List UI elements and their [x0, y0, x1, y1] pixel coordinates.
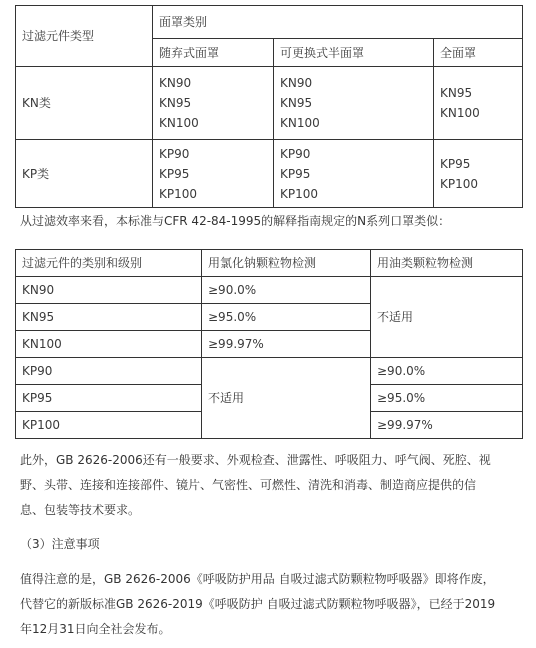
table-row [16, 277, 523, 304]
paragraph-line: 值得注意的是，GB 2626-2006《呼吸防护用品 自吸过滤式防颗粒物呼吸器》即将作废， [20, 572, 495, 586]
header-filter-class: 过滤元件的类别和级别 [16, 250, 202, 277]
class-cell: KP90 [16, 358, 202, 385]
header-disposable-mask: 随弃式面罩 [153, 39, 274, 67]
paragraph-line: 野、头带、连接和连接部件、镜片、气密性、可燃性、清洗和消毒、制造商应提供的信 [20, 478, 477, 492]
paragraph-line: 年12月31日向全社会发布。 [20, 622, 171, 636]
class-cell: KN90 [16, 277, 202, 304]
cell-kn-half-mask [274, 67, 434, 140]
nacl-value: ≥99.97% [202, 331, 371, 358]
cell-line: KP100 [280, 186, 319, 201]
cell-kn-full-mask [434, 67, 523, 140]
table-row [16, 67, 523, 140]
cell-line: KN100 [440, 106, 480, 120]
cell-line: KP95 [280, 166, 311, 181]
header-nacl-test: 用氯化钠颗粒物检测 [202, 250, 371, 277]
class-cell: KP95 [16, 385, 202, 412]
row-label-kp: KP类 [16, 140, 153, 208]
oil-value: ≥99.97% [371, 412, 523, 439]
table-row [16, 358, 523, 385]
notice-paragraph [20, 567, 495, 642]
header-filter-type: 过滤元件类型 [16, 6, 153, 67]
class-cell: KN100 [16, 331, 202, 358]
cell-kp-half-mask [274, 140, 434, 208]
cell-line: KP90 [159, 146, 190, 161]
nacl-value: ≥90.0% [202, 277, 371, 304]
cell-line: KP90 [280, 146, 311, 161]
header-mask-category: 面罩类别 [153, 6, 523, 39]
cell-line: KN95 [280, 96, 313, 110]
paragraph-line: 息、包装等技术要求。 [20, 503, 141, 517]
class-cell: KP100 [16, 412, 202, 439]
cell-line: KP100 [440, 176, 479, 191]
table-row [16, 140, 523, 208]
cell-kn-disposable [153, 67, 274, 140]
paragraph-line: 代替它的新版标准GB 2626-2019《呼吸防护 自吸过滤式防颗粒物呼吸器》，已经于2019 [20, 597, 496, 611]
oil-not-applicable: 不适用 [371, 277, 523, 358]
cell-kp-full-mask [434, 140, 523, 208]
nacl-not-applicable: 不适用 [202, 358, 371, 439]
cell-line: KN95 [159, 96, 192, 110]
header-replaceable-half-mask: 可更换式半面罩 [274, 39, 434, 67]
cell-line: KN95 [440, 86, 473, 100]
cell-line: KN100 [159, 116, 199, 130]
cell-line: KP100 [159, 186, 198, 201]
section-heading: （3）注意事项 [20, 537, 100, 551]
cell-kp-disposable [153, 140, 274, 208]
row-label-kn: KN类 [16, 67, 153, 140]
requirements-paragraph [20, 448, 491, 523]
oil-value: ≥90.0% [371, 358, 523, 385]
cell-line: KP95 [440, 156, 471, 171]
header-full-mask: 全面罩 [434, 39, 523, 67]
header-oil-test: 用油类颗粒物检测 [371, 250, 523, 277]
paragraph-line: 此外，GB 2626-2006还有一般要求、外观检查、泄露性、呼吸阻力、呼气阀、死腔、视 [20, 453, 491, 467]
cell-line: KN90 [159, 76, 192, 90]
filter-efficiency-table [15, 249, 523, 439]
cell-line: KN90 [280, 76, 313, 90]
cell-line: KP95 [159, 166, 190, 181]
nacl-value: ≥95.0% [202, 304, 371, 331]
class-cell: KN95 [16, 304, 202, 331]
cell-line: KN100 [280, 116, 320, 130]
mask-category-table [15, 5, 523, 208]
oil-value: ≥95.0% [371, 385, 523, 412]
filter-efficiency-paragraph: 从过滤效率来看，本标准与CFR 42-84-1995的解释指南规定的N系列口罩类似： [20, 214, 451, 228]
